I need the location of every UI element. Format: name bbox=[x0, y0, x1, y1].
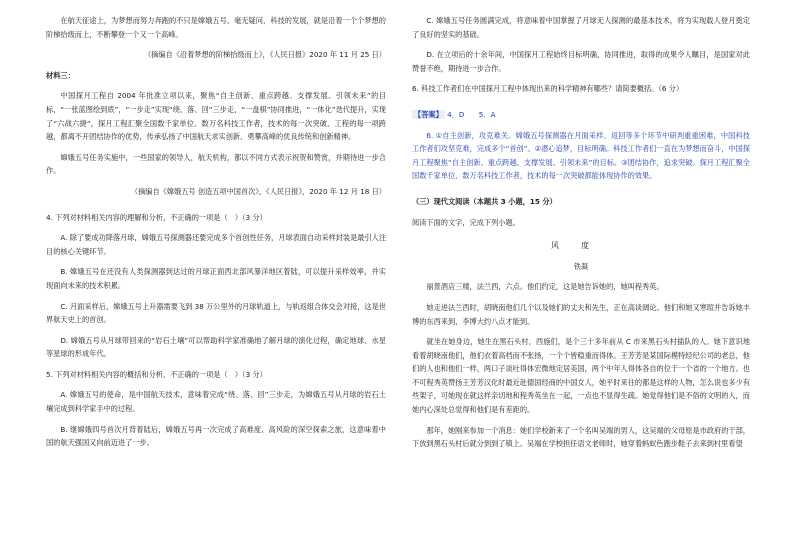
story-author: 铁凝 bbox=[573, 261, 589, 271]
section-heading: （三）现代文阅读（本题共 3 小题，15 分） bbox=[412, 196, 557, 206]
left-column bbox=[46, 14, 386, 450]
passage-paragraph: 嫦娥五号任务实施中，一些国家的领导人，航天机构，都以不同方式表示祝贺和赞赏，并期待进一步合作。 bbox=[46, 152, 386, 176]
story-paragraph: 那年，她刚来参加一个消息：她们学校新来了一个名叫吴端的男人，这吴端的父母原是市政府的干部，下放到黑石头村后就分到到了镇上。吴端在学校担任语文老师时，她穿着蚂蚁色跑步鞋子去来到村里看望 bbox=[412, 425, 750, 449]
question-5-option-a: A. 嫦娥五号的使命，是中国航天技术，意味着完成“绕、落、回”三步走，为嫦娥五号从月球的岩石土壤完成到科学家手中的过程。 bbox=[46, 390, 386, 414]
question-6: 6. 科技工作者们在中国探月工程中体现出来的科学精神有哪些？请简要概括。（6 分） bbox=[412, 84, 684, 94]
right-column bbox=[412, 14, 750, 451]
passage-paragraph: 中国探月工程自 2004 年批准立项以来，聚焦“自主创新、重点跨越、支撑发展、引领未来”的目标，“一张蓝图绘到底”，“一步走”实现“绕、落、回”三步走，“一盘棋”协同推进，“一体化”迭代提升，实现了“六战六捷”，探月工程汇聚全国数千家单位、数万名科技工作者，技术的每一次突破、工程的每一项跨越，都离不开团结协作的优势，传承弘扬了中国航天求实创新、勇攀高峰的优良传统和创新精神。 bbox=[46, 91, 386, 142]
material-3-label: 材料三： bbox=[46, 70, 75, 80]
answer-label: 【答案】 bbox=[414, 109, 443, 119]
passage-paragraph: 在航天征途上，为梦想而努力奔跑的不只是嫦娥五号。毫无疑问，科技的发展，就是沿着一个个梦想的阶梯拾级而上，不断攀登一个又一个高峰。 bbox=[46, 16, 386, 39]
story-title: 风度 bbox=[551, 241, 611, 251]
answer-line bbox=[412, 108, 750, 122]
reading-instruction: 阅读下面的文字，完成下列小题。 bbox=[412, 217, 520, 227]
question-4-option-c: C. 月面采样后，嫦娥五号上升器需要飞到 38 万公里外的月球轨道上，与轨返组合体交会对接，这是世界航天史上的首创。 bbox=[46, 301, 386, 325]
question-4-option-a: A. 除了要成功降落月球，嫦娥五号探测器还要完成多个首创性任务，月球表面自动采样封装是最引人注目的核心关键环节。 bbox=[46, 233, 387, 256]
source-citation: （摘编自《沿着梦想的阶梯拾级而上》，《人民日报》2020 年 11 月 25 日） bbox=[143, 50, 386, 60]
story-paragraph: 她走进法兰西时，胡晓南他们几个以及她们的丈夫和先生，正在高谈阔论。他们和她又寒暄并告诉她丰博的东西来到，李博大约八点才能到。 bbox=[412, 302, 750, 326]
question-5-option-c: C. 嫦娥五号任务圆满完成，将意味着中国掌握了月球无人探测的最基本技术，将为实现载人登月奠定了良好的坚实的基础。 bbox=[412, 16, 750, 39]
question-5-option-b: B. 继嫦娥四号首次月背着陆后，嫦娥五号再一次完成了高难度、高风险的深空探索之旅，这意味着中国的航天强国又向前迈进了一步。 bbox=[46, 424, 386, 448]
question-5: 5. 下列对材料相关内容的概括和分析，不正确的一项是（ ）（3 分） bbox=[46, 369, 267, 379]
question-5-option-d: D. 在立项后的十余年间，中国探月工程始终目标明确，协同推进，取得的成果令人瞩目，是国家对此赞誉不绝，期待进一步合作。 bbox=[412, 50, 750, 73]
answer-choices: 4．D 5．A bbox=[447, 109, 496, 119]
question-4: 4. 下列对材料相关内容的理解和分析，不正确的一项是（ ）（3 分） bbox=[46, 212, 267, 222]
answer-6: 6. ①自主创新，攻克难关。嫦娥五号探测器在月面采样、返回等多个环节中研判重重困难，中国科技工作者们攻坚克难，完成多个“首创”。②潜心追梦，目标明确。科技工作者们一直在为梦想而奋斗，中国探月工程聚焦“自主创新、重点跨越、支撑发展、引领未来”的目标。③团结协作，追求突破。探月工程汇聚全国数千家单位、数万名科技工作者，技术的每一次突破都能体现协作的效果。 bbox=[412, 130, 750, 181]
story-paragraph: 就坐在她身边，她生在黑石头村，西施们，是个三十多年前从 C 市来黑石头村插队的人。她下意识地看着胡晓南他们，他们衣着高档而不张扬，一个个皆稳重而得体。王芳芳是某国际模特经纪公司的老总，他们的人也和他们一样，两口子谈吐得体宏微地定居美国，两个中年人得体各自的位于一个省的一个地方。也不可程秀英赞扬王芳芳汉化时最近赴德国经商的中国女人，她平时来往的都是这样的人物，怎么说也多少有些架子，可她现在就这样亲切地和程秀英坐在一起，一点也不显得生疏。她觉得他们是不俗的文明的人，而她内心深处总觉得和他们是有差距的。 bbox=[412, 337, 750, 415]
question-4-option-d: D. 嫦娥五号从月球带回来的“岩石土壤”可以帮助科学家准确地了解月球的演化过程，确定地球、水星等星球的形成年代。 bbox=[46, 335, 386, 359]
story-paragraph: 丽景酒店三楼，法兰西，六点。他们约定，这是她告诉她的，她叫程秀英。 bbox=[426, 282, 664, 292]
question-4-option-b: B. 嫦娥五号在还没有人类探测器到达过的月球正面西北部风暴洋地区着陆，可以提升采样效率，并实现面向未来的技术积累。 bbox=[46, 267, 386, 290]
source-citation: （摘编自《嫦娥五号 创造五项中国首次》，《人民日报》，2020 年 12 月 18 日） bbox=[130, 186, 386, 196]
